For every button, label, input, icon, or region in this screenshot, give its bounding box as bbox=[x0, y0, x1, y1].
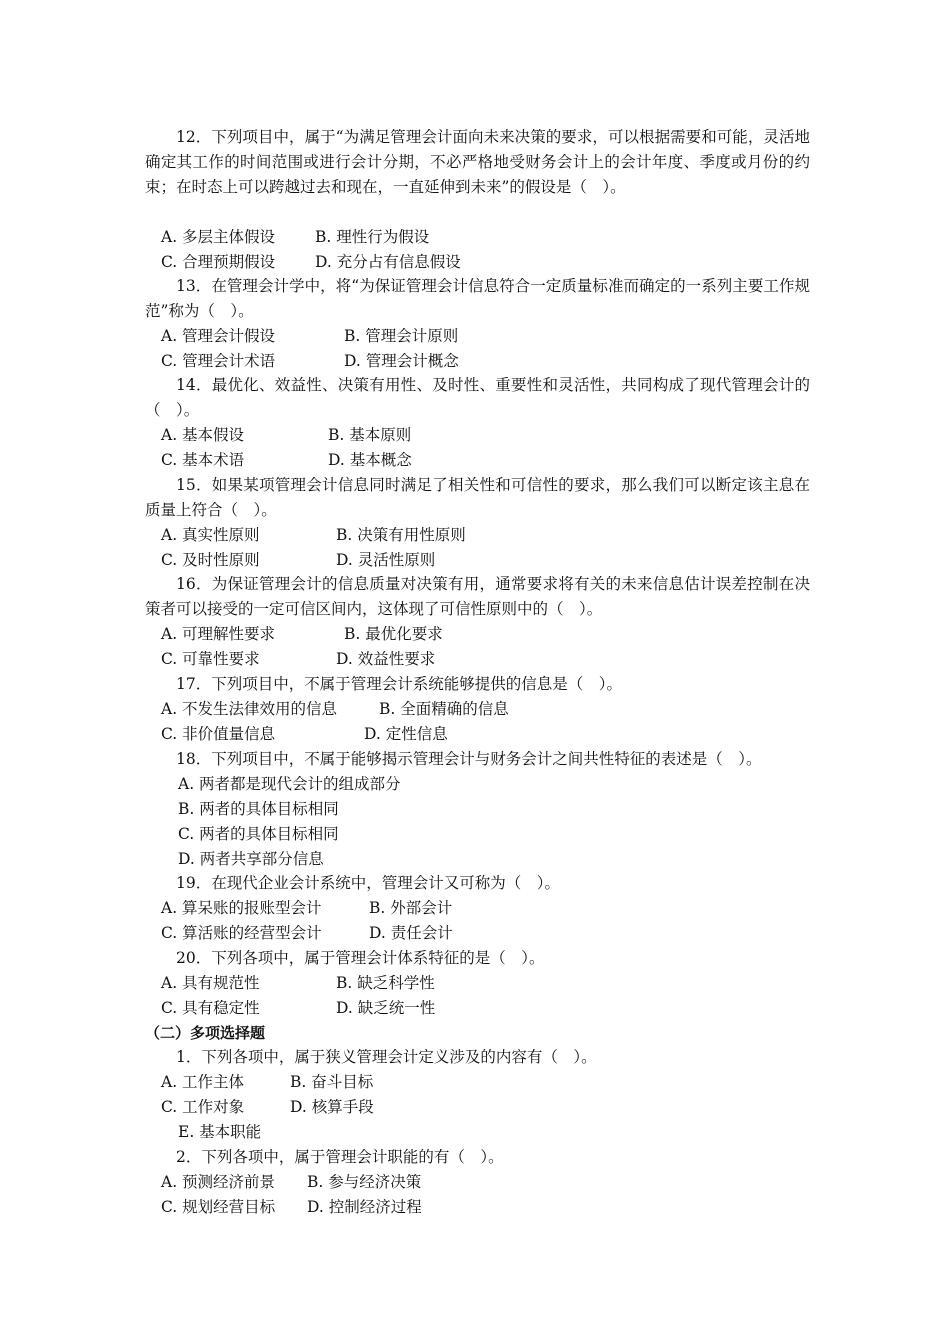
question-12 bbox=[145, 125, 810, 275]
option-d: D. 基本概念 bbox=[328, 450, 412, 469]
option-b: B. 奋斗目标 bbox=[290, 1072, 374, 1091]
option-row bbox=[145, 722, 810, 747]
multi-question-2 bbox=[145, 1145, 810, 1220]
question-stem: 14．最优化、效益性、决策有用性、及时性、重要性和灵活性，共同构成了现代管理会计的（ ）。 bbox=[145, 376, 810, 419]
option-row bbox=[145, 548, 810, 573]
option-b: B. 全面精确的信息 bbox=[379, 699, 509, 718]
option-d: D. 核算手段 bbox=[290, 1097, 374, 1116]
question-stem: 20．下列各项中，属于管理会计体系特征的是（ ）。 bbox=[176, 949, 545, 967]
option-c: C. 算活账的经营型会计 bbox=[161, 923, 322, 942]
option-c: C. 基本术语 bbox=[161, 450, 245, 469]
option-a: A. 具有规范性 bbox=[161, 973, 260, 992]
option-a: A. 真实性原则 bbox=[161, 525, 260, 544]
option-d: D. 责任会计 bbox=[369, 923, 453, 942]
question-16 bbox=[145, 572, 810, 672]
section-multiple-choice bbox=[145, 1021, 810, 1046]
section-heading: （二）多项选择题 bbox=[145, 1024, 266, 1042]
question-14 bbox=[145, 373, 810, 473]
option-c: C. 非价值量信息 bbox=[161, 724, 276, 743]
option-row bbox=[145, 971, 810, 996]
option-row bbox=[145, 250, 810, 275]
option-b: B. 两者的具体目标相同 bbox=[178, 799, 339, 818]
question-19 bbox=[145, 871, 810, 946]
option-d: D. 控制经济过程 bbox=[307, 1197, 422, 1216]
question-stem: 15．如果某项管理会计信息同时满足了相关性和可信性的要求，那么我们可以断定该主息在质量上符合（ ）。 bbox=[145, 476, 810, 519]
option-e: E. 基本职能 bbox=[178, 1122, 262, 1141]
option-row bbox=[145, 324, 810, 349]
option-b: B. 基本原则 bbox=[328, 425, 412, 444]
option-a: A. 不发生法律效用的信息 bbox=[161, 699, 338, 718]
option-row bbox=[145, 448, 810, 473]
option-c: C. 及时性原则 bbox=[161, 550, 260, 569]
option-b: B. 外部会计 bbox=[369, 898, 453, 917]
question-stem: 17．下列项目中，不属于管理会计系统能够提供的信息是（ ）。 bbox=[176, 675, 622, 693]
option-d: D. 灵活性原则 bbox=[336, 550, 436, 569]
option-row bbox=[145, 996, 810, 1021]
option-c: C. 管理会计术语 bbox=[161, 351, 276, 370]
option-row bbox=[145, 349, 810, 374]
option-c: C. 合理预期假设 bbox=[161, 252, 276, 271]
option-d: D. 两者共享部分信息 bbox=[178, 849, 324, 868]
question-stem: 19．在现代企业会计系统中，管理会计又可称为（ ）。 bbox=[176, 874, 560, 892]
option-row bbox=[145, 1170, 810, 1195]
option-row bbox=[145, 647, 810, 672]
option-d: D. 定性信息 bbox=[364, 724, 448, 743]
option-a: A. 算呆账的报账型会计 bbox=[161, 898, 322, 917]
option-a: A. 可理解性要求 bbox=[161, 624, 276, 643]
multi-question-1 bbox=[145, 1045, 810, 1145]
option-a: A. 工作主体 bbox=[161, 1072, 245, 1091]
option-c: C. 工作对象 bbox=[161, 1097, 245, 1116]
option-row bbox=[145, 921, 810, 946]
option-row bbox=[145, 896, 810, 921]
option-row bbox=[145, 1195, 810, 1220]
option-row bbox=[145, 622, 810, 647]
option-a: A. 基本假设 bbox=[161, 425, 245, 444]
option-b: B. 参与经济决策 bbox=[307, 1172, 422, 1191]
option-c: C. 规划经营目标 bbox=[161, 1197, 276, 1216]
option-d: D. 管理会计概念 bbox=[344, 351, 459, 370]
option-b: B. 理性行为假设 bbox=[315, 227, 430, 246]
option-a: A. 两者都是现代会计的组成部分 bbox=[178, 774, 401, 793]
question-18 bbox=[145, 747, 810, 872]
question-15 bbox=[145, 473, 810, 573]
option-row bbox=[145, 225, 810, 250]
option-b: B. 决策有用性原则 bbox=[336, 525, 466, 544]
option-row bbox=[145, 1070, 810, 1095]
question-stem: 2．下列各项中，属于管理会计职能的有（ ）。 bbox=[176, 1148, 504, 1166]
option-row bbox=[145, 523, 810, 548]
option-row bbox=[145, 423, 810, 448]
option-c: C. 可靠性要求 bbox=[161, 649, 260, 668]
option-d: D. 充分占有信息假设 bbox=[315, 252, 461, 271]
option-b: B. 最优化要求 bbox=[344, 624, 443, 643]
question-20 bbox=[145, 946, 810, 1021]
option-b: B. 缺乏科学性 bbox=[336, 973, 435, 992]
option-b: B. 管理会计原则 bbox=[344, 326, 459, 345]
option-row bbox=[145, 697, 810, 722]
question-13 bbox=[145, 274, 810, 374]
option-c: C. 两者的具体目标相同 bbox=[178, 824, 339, 843]
option-a: A. 管理会计假设 bbox=[161, 326, 276, 345]
question-stem: 18．下列项目中，不属于能够揭示管理会计与财务会计之间共性特征的表述是（ ）。 bbox=[176, 750, 762, 768]
option-c: C. 具有稳定性 bbox=[161, 998, 260, 1017]
question-stem: 12．下列项目中，属于“为满足管理会计面向未来决策的要求，可以根据需要和可能，灵活地确定其工作的时间范围或进行会计分期，不必严格地受财务会计上的会计年度、季度或月份的约束；在时态上可以跨越过去和现在，一直延伸到未来”的假设是（ ）。 bbox=[145, 128, 810, 196]
option-d: D. 缺乏统一性 bbox=[336, 998, 436, 1017]
question-stem: 1．下列各项中，属于狭义管理会计定义涉及的内容有（ ）。 bbox=[176, 1048, 597, 1066]
option-a: A. 多层主体假设 bbox=[161, 227, 276, 246]
option-a: A. 预测经济前景 bbox=[161, 1172, 276, 1191]
question-stem: 16．为保证管理会计的信息质量对决策有用，通常要求将有关的未来信息估计误差控制在决策者可以接受的一定可信区间内，这体现了可信性原则中的（ ）。 bbox=[145, 575, 810, 618]
option-d: D. 效益性要求 bbox=[336, 649, 436, 668]
question-stem: 13．在管理会计学中，将“为保证管理会计信息符合一定质量标准而确定的一系列主要工作规范”称为（ ）。 bbox=[145, 277, 810, 320]
question-17 bbox=[145, 672, 810, 747]
option-row bbox=[145, 1095, 810, 1120]
